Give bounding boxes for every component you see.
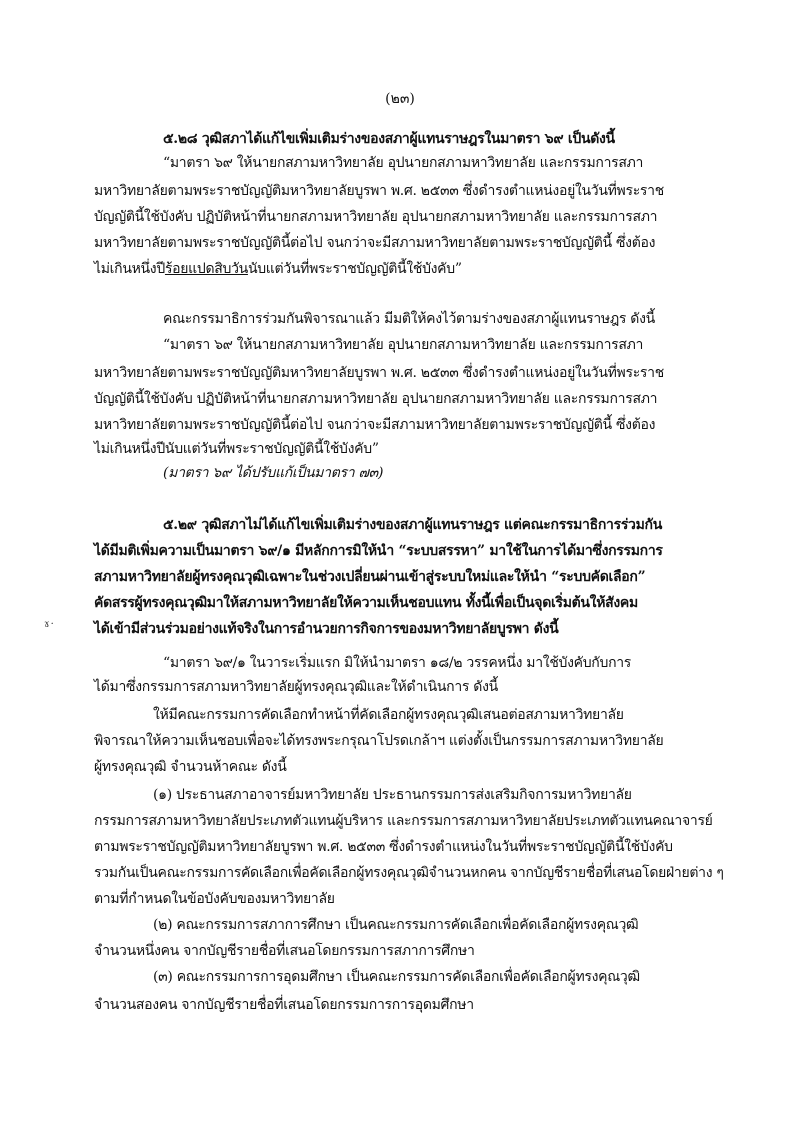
section-5-28-quote-line: มหาวิทยาลัยตามพระราชบัญญัติมหาวิทยาลัยบูรพา พ.ศ. ๒๕๓๓ ซึ่งดำรงตำแหน่งอยู่ในวันที่พระราช (94, 183, 664, 199)
committee-quote-line: ไม่เกินหนึ่งปีนับแต่วันที่พระราชบัญญัตินี้ใช้บังคับ” (94, 441, 379, 457)
committee-quote-line: มหาวิทยาลัยตามพระราชบัญญัตินี้ต่อไป จนกว่าจะมีสภามหาวิทยาลัยตามพระราชบัญญัตินี้ ซึ่งต้อง (94, 417, 656, 433)
committee-note: (มาตรา ๖๙ ได้ปรับแก้เป็นมาตรา ๗๓) (163, 465, 384, 481)
committee-quote-line: มหาวิทยาลัยตามพระราชบัญญัติมหาวิทยาลัยบูรพา พ.ศ. ๒๕๓๓ ซึ่งดำรงตำแหน่งอยู่ในวันที่พระราช (94, 365, 664, 381)
section-69-1-line: พิจารณาให้ความเห็นชอบเพื่อจะได้ทรงพระกรุณาโปรดเกล้าฯ แต่งตั้งเป็นกรรมการสภามหาวิทยาลัย (94, 733, 664, 749)
item-3-line: (๓) คณะกรรมการการอุดมศึกษา เป็นคณะกรรมการคัดเลือกเพื่อคัดเลือกผู้ทรงคุณวุฒิ (153, 969, 640, 985)
section-5-29-line: คัดสรรผู้ทรงคุณวุฒิมาให้สภามหาวิทยาลัยให้ความเห็นชอบแทน ทั้งนี้เพื่อเป็นจุดเริ่มต้นให้สังคม (94, 595, 638, 611)
committee-quote-line: บัญญัตินี้ใช้บังคับ ปฏิบัติหน้าที่นายกสภามหาวิทยาลัย อุปนายกสภามหาวิทยาลัย และกรรมการสภา (94, 391, 658, 407)
quote-last-line-prefix: ไม่เกินหนึ่งปี (94, 261, 165, 277)
section-5-28-heading: ๕.๒๘ วุฒิสภาได้แก้ไขเพิ่มเติมร่างของสภาผู้แทนราษฎรในมาตรา ๖๙ เป็นดังนี้ (163, 131, 615, 147)
section-5-28-quote-line: “มาตรา ๖๙ ให้นายกสภามหาวิทยาลัย อุปนายกสภามหาวิทยาลัย และกรรมการสภา (163, 155, 644, 171)
section-69-1-line: ให้มีคณะกรรมการคัดเลือกทำหน้าที่คัดเลือกผู้ทรงคุณวุฒิเสนอต่อสภามหาวิทยาลัย (153, 707, 624, 723)
section-5-28-quote-line: มหาวิทยาลัยตามพระราชบัญญัตินี้ต่อไป จนกว่าจะมีสภามหาวิทยาลัยตามพระราชบัญญัตินี้ ซึ่งต้อง (94, 235, 656, 251)
section-69-1-line: ได้มาซึ่งกรรมการสภามหาวิทยาลัยผู้ทรงคุณวุฒิและให้ดำเนินการ ดังนี้ (94, 679, 498, 695)
committee-heading: คณะกรรมาธิการร่วมกันพิจารณาแล้ว มีมติให้คงไว้ตามร่างของสภาผู้แทนราษฎร ดังนี้ (163, 311, 655, 327)
section-69-1-line: ผู้ทรงคุณวุฒิ จำนวนห้าคณะ ดังนี้ (94, 759, 287, 775)
margin-mark: ɤ· (44, 619, 55, 630)
item-1-line: ตามพระราชบัญญัติมหาวิทยาลัยบูรพา พ.ศ. ๒๕๓๓ ซึ่งดำรงตำแหน่งในวันที่พระราชบัญญัตินี้ใช้บังคับ (94, 839, 673, 855)
item-2-line: (๒) คณะกรรมการสภาการศึกษา เป็นคณะกรรมการคัดเลือกเพื่อคัดเลือกผู้ทรงคุณวุฒิ (153, 917, 639, 933)
item-1-line: (๑) ประธานสภาอาจารย์มหาวิทยาลัย ประธานกรรมการส่งเสริมกิจการมหาวิทยาลัย (153, 787, 632, 803)
item-2-line: จำนวนหนึ่งคน จากบัญชีรายชื่อที่เสนอโดยกรรมการสภาการศึกษา (94, 943, 475, 959)
section-69-1-line: “มาตรา ๖๙/๑ ในวาระเริ่มแรก มิให้นำมาตรา ๑๘/๒ วรรคหนึ่ง มาใช้บังคับกับการ (163, 655, 632, 671)
committee-quote-line: “มาตรา ๖๙ ให้นายกสภามหาวิทยาลัย อุปนายกสภามหาวิทยาลัย และกรรมการสภา (163, 337, 644, 353)
item-1-line: รวมกันเป็นคณะกรรมการคัดเลือกเพื่อคัดเลือกผู้ทรงคุณวุฒิจำนวนหกคน จากบัญชีรายชื่อที่เสนอโดยฝ่ายต่าง ๆ (94, 865, 724, 881)
page-number: (๒๓) (385, 91, 415, 107)
section-5-29-line: ได้เข้ามีส่วนร่วมอย่างแท้จริงในการอำนวยการกิจการของมหาวิทยาลัยบูรพา ดังนี้ (94, 621, 559, 637)
item-3-line: จำนวนสองคน จากบัญชีรายชื่อที่เสนอโดยกรรมการการอุดมศึกษา (94, 997, 474, 1013)
section-5-29-line: ได้มีมติเพิ่มความเป็นมาตรา ๖๙/๑ มีหลักการมิให้นำ “ระบบสรรหา” มาใช้ในการได้มาซึ่งกรรมการ (94, 543, 663, 559)
underlined-duration: ร้อยแปดสิบวัน (164, 261, 248, 277)
section-5-29-line: ๕.๒๙ วุฒิสภาไม่ได้แก้ไขเพิ่มเติมร่างของสภาผู้แทนราษฎร แต่คณะกรรมาธิการร่วมกัน (163, 517, 662, 533)
section-5-29-line: สภามหาวิทยาลัยผู้ทรงคุณวุฒิเฉพาะในช่วงเปลี่ยนผ่านเข้าสู่ระบบใหม่และให้นำ “ระบบคัดเลือก” (94, 569, 646, 585)
quote-last-line-suffix: นับแต่วันที่พระราชบัญญัตินี้ใช้บังคับ” (247, 261, 462, 277)
section-5-28-quote-line: บัญญัตินี้ใช้บังคับ ปฏิบัติหน้าที่นายกสภามหาวิทยาลัย อุปนายกสภามหาวิทยาลัย และกรรมการสภา (94, 209, 658, 225)
item-1-line: กรรมการสภามหาวิทยาลัยประเภทตัวแทนผู้บริหาร และกรรมการสภามหาวิทยาลัยประเภทตัวแทนคณาจารย์ (94, 813, 713, 829)
section-5-28-quote-last-line (94, 259, 462, 279)
item-1-line: ตามที่กำหนดในข้อบังคับของมหาวิทยาลัย (94, 891, 335, 907)
